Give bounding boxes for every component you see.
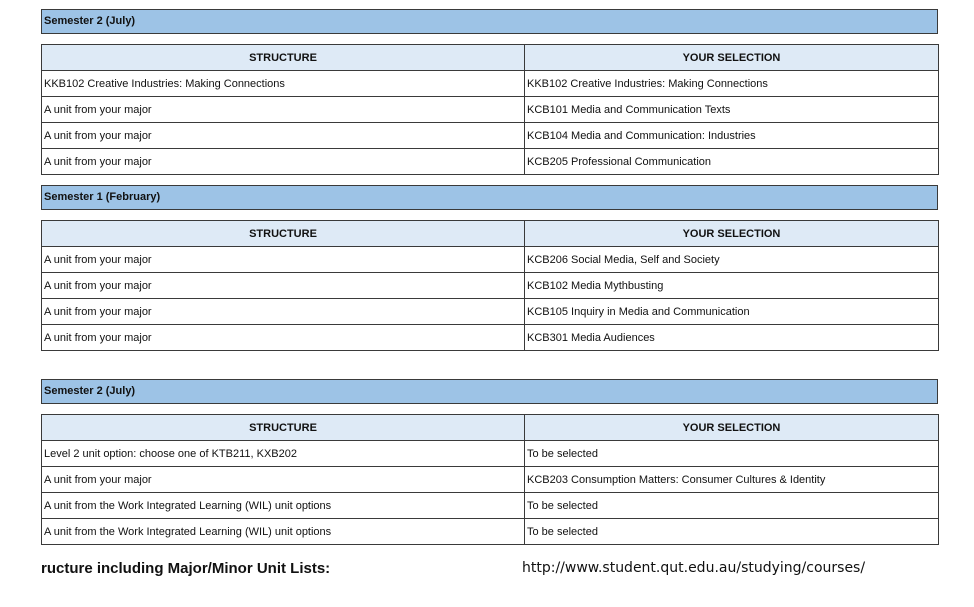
selection-cell[interactable]: KCB301 Media Audiences xyxy=(525,325,939,351)
semester-header: Semester 1 (February) xyxy=(41,185,938,210)
selection-cell[interactable]: To be selected xyxy=(525,441,939,467)
column-header-structure: STRUCTURE xyxy=(42,415,525,441)
table-row xyxy=(42,493,939,519)
structure-cell: A unit from your major xyxy=(42,247,525,273)
structure-cell: A unit from your major xyxy=(42,325,525,351)
table-header-row xyxy=(42,221,939,247)
structure-cell: KKB102 Creative Industries: Making Connections xyxy=(42,71,525,97)
table-row xyxy=(42,71,939,97)
table-row xyxy=(42,149,939,175)
structure-cell: A unit from your major xyxy=(42,123,525,149)
unit-table xyxy=(41,414,939,545)
selection-cell[interactable]: KCB205 Professional Communication xyxy=(525,149,939,175)
course-link[interactable]: http://www.student.qut.edu.au/studying/courses/ xyxy=(522,560,866,576)
selection-cell[interactable]: KCB102 Media Mythbusting xyxy=(525,273,939,299)
column-header-structure: STRUCTURE xyxy=(42,45,525,71)
structure-cell: A unit from your major xyxy=(42,149,525,175)
selection-cell[interactable]: KCB105 Inquiry in Media and Communication xyxy=(525,299,939,325)
table-row xyxy=(42,299,939,325)
table-row xyxy=(42,97,939,123)
structure-cell: A unit from your major xyxy=(42,273,525,299)
structure-cell: A unit from your major xyxy=(42,467,525,493)
column-header-selection: YOUR SELECTION xyxy=(525,45,939,71)
structure-cell: A unit from your major xyxy=(42,299,525,325)
unit-table xyxy=(41,44,939,175)
semester-header: Semester 2 (July) xyxy=(41,9,938,34)
structure-cell: A unit from your major xyxy=(42,97,525,123)
unit-table xyxy=(41,220,939,351)
table-row xyxy=(42,325,939,351)
table-row xyxy=(42,273,939,299)
structure-cell: Level 2 unit option: choose one of KTB211, KXB202 xyxy=(42,441,525,467)
table-row xyxy=(42,247,939,273)
table-header-row xyxy=(42,415,939,441)
structure-cell: A unit from the Work Integrated Learning (WIL) unit options xyxy=(42,493,525,519)
footer-label: ructure including Major/Minor Unit Lists: xyxy=(41,560,331,577)
column-header-selection: YOUR SELECTION xyxy=(525,221,939,247)
selection-cell[interactable]: KCB101 Media and Communication Texts xyxy=(525,97,939,123)
column-header-selection: YOUR SELECTION xyxy=(525,415,939,441)
selection-cell[interactable]: KCB104 Media and Communication: Industries xyxy=(525,123,939,149)
table-row xyxy=(42,519,939,545)
semester-header: Semester 2 (July) xyxy=(41,379,938,404)
selection-cell[interactable]: To be selected xyxy=(525,519,939,545)
table-row xyxy=(42,441,939,467)
selection-cell[interactable]: KKB102 Creative Industries: Making Connections xyxy=(525,71,939,97)
selection-cell[interactable]: To be selected xyxy=(525,493,939,519)
selection-cell[interactable]: KCB206 Social Media, Self and Society xyxy=(525,247,939,273)
table-header-row xyxy=(42,45,939,71)
table-row xyxy=(42,467,939,493)
column-header-structure: STRUCTURE xyxy=(42,221,525,247)
structure-cell: A unit from the Work Integrated Learning (WIL) unit options xyxy=(42,519,525,545)
selection-cell[interactable]: KCB203 Consumption Matters: Consumer Cultures & Identity xyxy=(525,467,939,493)
table-row xyxy=(42,123,939,149)
